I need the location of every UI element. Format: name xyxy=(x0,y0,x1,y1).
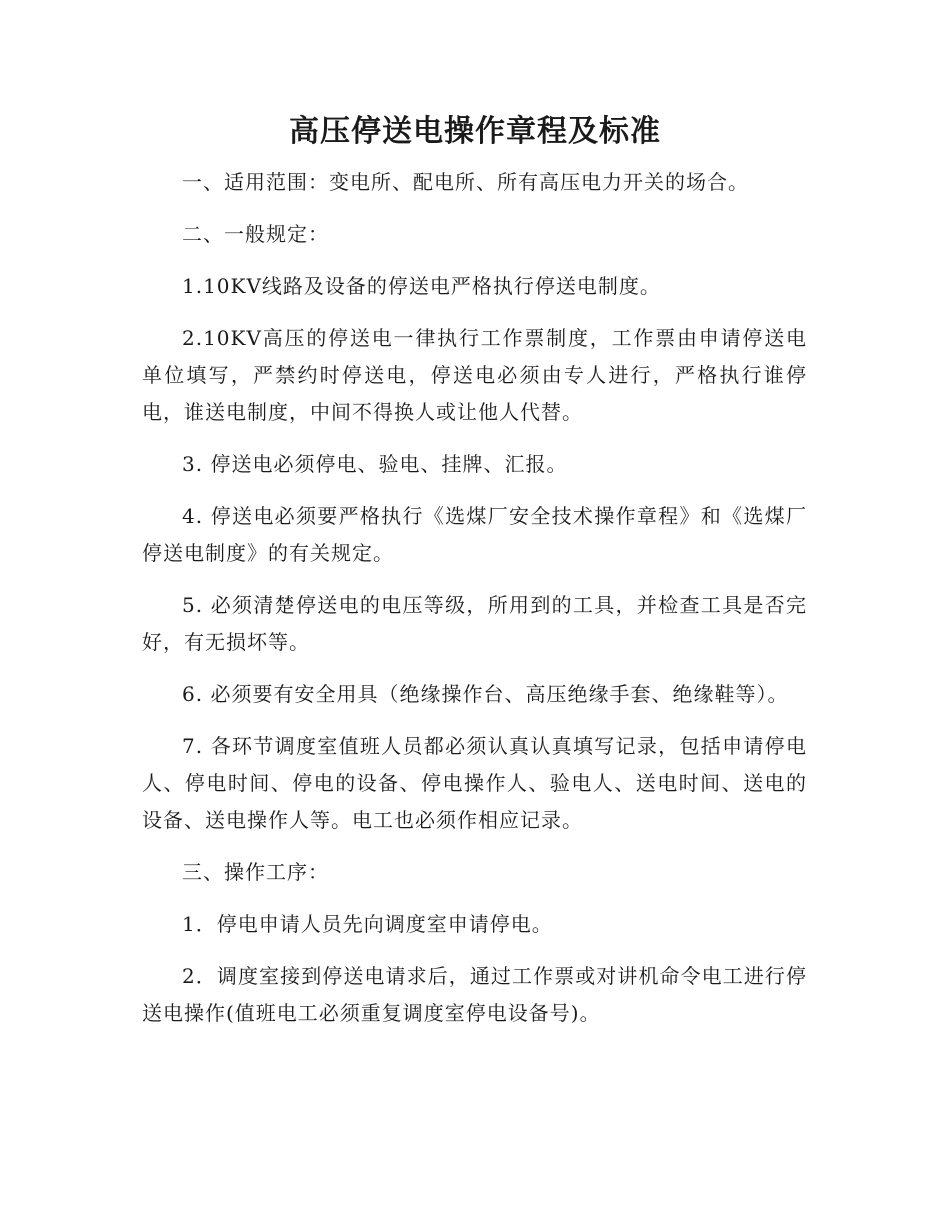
rule-5-paragraph: 5. 必须清楚停送电的电压等级，所用到的工具，并检查工具是否完好，有无损坏等。 xyxy=(142,593,807,654)
rule-4-paragraph: 4. 停送电必须要严格执行《选煤厂安全技术操作章程》和《选煤厂停送电制度》的有关规定。 xyxy=(142,504,807,565)
rule-6-paragraph: 6. 必须要有安全用具（绝缘操作台、高压绝缘手套、绝缘鞋等）。 xyxy=(182,682,789,706)
rule-2-paragraph: 2.10KV高压的停送电一律执行工作票制度，工作票由申请停送电单位填写，严禁约时停送电，停送电必须由专人进行，严格执行谁停电，谁送电制度，中间不得换人或让他人代替。 xyxy=(142,326,807,424)
procedure-heading: 三、操作工序： xyxy=(182,860,329,884)
procedure-step-1: 1．停电申请人员先向调度室申请停电。 xyxy=(182,912,553,936)
rule-7-paragraph: 7. 各环节调度室值班人员都必须认真认真填写记录，包括申请停电人、停电时间、停电的设备、停电操作人、验电人、送电时间、送电的设备、送电操作人等。电工也必须作相应记录。 xyxy=(142,734,807,832)
general-rules-heading: 二、一般规定： xyxy=(182,222,329,246)
rule-1-paragraph: 1.10KV线路及设备的停送电严格执行停送电制度。 xyxy=(182,274,661,298)
document-body xyxy=(142,164,807,1047)
procedure-step-2: 2．调度室接到停送电请求后，通过工作票或对讲机命令电工进行停送电操作(值班电工必须重复调度室停电设备号)。 xyxy=(142,964,807,1025)
rule-3-paragraph: 3. 停送电必须停电、验电、挂牌、汇报。 xyxy=(182,452,568,476)
document-title: 高压停送电操作章程及标准 xyxy=(289,114,661,149)
scope-paragraph: 一、适用范围：变电所、配电所、所有高压电力开关的场合。 xyxy=(182,170,749,194)
